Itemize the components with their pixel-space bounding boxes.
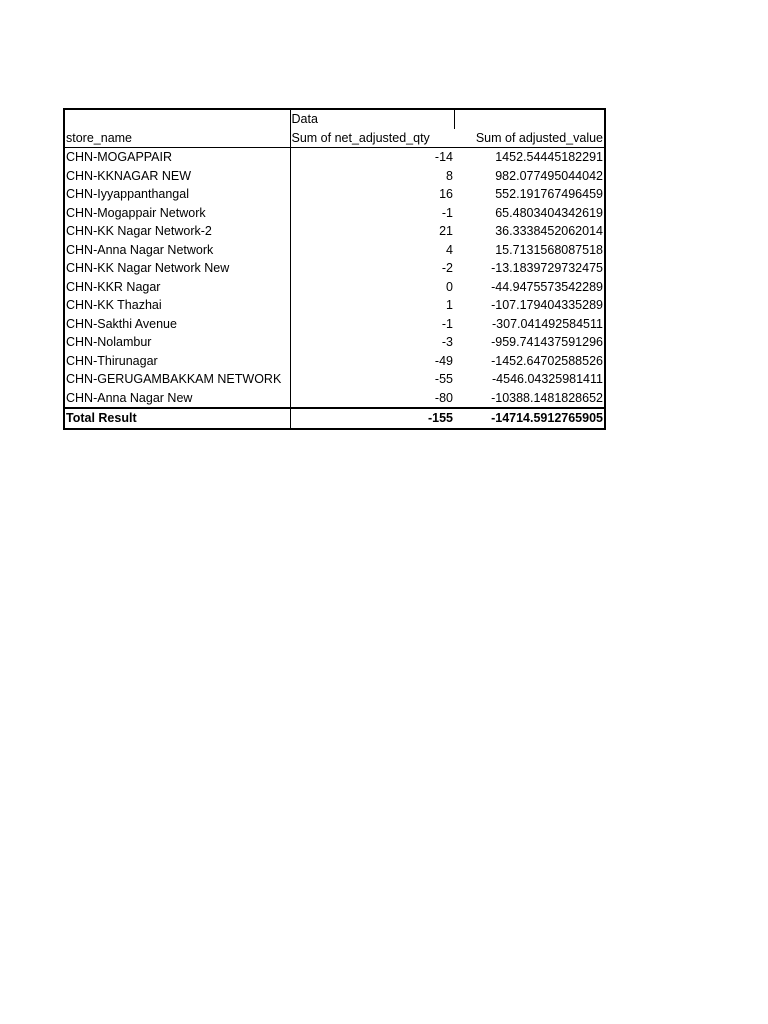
store-name-cell[interactable]: CHN-KKR Nagar xyxy=(66,279,161,294)
store-name-cell[interactable]: CHN-Mogappair Network xyxy=(66,205,206,220)
store-name-cell[interactable]: CHN-GERUGAMBAKKAM NETWORK xyxy=(66,372,282,387)
table-row xyxy=(64,185,605,204)
pivot-body xyxy=(64,148,605,409)
adjusted-value-cell[interactable]: 36.3338452062014 xyxy=(495,224,603,239)
net-adjusted-qty-cell[interactable]: -55 xyxy=(290,370,454,389)
store-name-cell[interactable]: CHN-Sakthi Avenue xyxy=(66,316,177,331)
adjusted-value-cell[interactable]: -307.041492584511 xyxy=(492,316,603,331)
table-row xyxy=(64,370,605,389)
adjusted-value-cell[interactable]: -107.179404335289 xyxy=(491,298,603,313)
adjusted-value-header[interactable]: Sum of adjusted_value xyxy=(454,129,605,148)
table-row xyxy=(64,167,605,186)
net-adjusted-qty-cell[interactable]: 1 xyxy=(290,296,454,315)
adjusted-value-cell[interactable]: 65.4803404342619 xyxy=(495,205,603,220)
data-field-header-empty[interactable] xyxy=(454,109,605,129)
adjusted-value-cell[interactable]: 552.191767496459 xyxy=(495,187,603,202)
store-name-cell[interactable]: CHN-KKNAGAR NEW xyxy=(66,168,192,183)
adjusted-value-cell[interactable]: -44.9475573542289 xyxy=(491,279,603,294)
total-row xyxy=(64,408,605,429)
adjusted-value-cell[interactable]: 982.077495044042 xyxy=(495,168,603,183)
net-adjusted-qty-cell[interactable]: -1 xyxy=(290,315,454,334)
net-adjusted-qty-cell[interactable]: -1 xyxy=(290,204,454,223)
store-name-cell[interactable]: CHN-Anna Nagar Network xyxy=(66,242,214,257)
store-name-cell[interactable]: CHN-KK Nagar Network-2 xyxy=(66,224,212,239)
adjusted-value-cell[interactable]: -1452.64702588526 xyxy=(491,353,603,368)
net-adjusted-qty-cell[interactable]: -3 xyxy=(290,333,454,352)
total-qty[interactable]: -155 xyxy=(290,408,454,429)
adjusted-value-cell[interactable]: -4546.04325981411 xyxy=(492,372,603,387)
pivot-table xyxy=(63,108,606,430)
store-name-cell[interactable]: CHN-Thirunagar xyxy=(66,353,158,368)
net-adjusted-qty-cell[interactable]: 8 xyxy=(290,167,454,186)
net-adjusted-qty-cell[interactable]: 0 xyxy=(290,278,454,297)
table-row xyxy=(64,222,605,241)
store-name-cell[interactable]: CHN-Nolambur xyxy=(66,335,152,350)
net-adjusted-qty-cell[interactable]: 21 xyxy=(290,222,454,241)
pivot-column-header-row xyxy=(64,129,605,148)
total-label[interactable]: Total Result xyxy=(64,408,290,429)
adjusted-value-cell[interactable]: 15.7131568087518 xyxy=(495,242,603,257)
table-row xyxy=(64,352,605,371)
table-row xyxy=(64,204,605,223)
adjusted-value-cell[interactable]: -10388.1481828652 xyxy=(491,390,603,405)
table-row xyxy=(64,315,605,334)
net-adjusted-qty-cell[interactable]: -14 xyxy=(290,148,454,167)
table-row xyxy=(64,278,605,297)
adjusted-value-cell[interactable]: -13.1839729732475 xyxy=(491,261,603,276)
data-field-header[interactable]: Data xyxy=(290,109,454,129)
store-name-cell[interactable]: CHN-KK Thazhai xyxy=(66,298,162,313)
store-name-header[interactable]: store_name xyxy=(64,129,290,148)
store-name-cell[interactable]: CHN-MOGAPPAIR xyxy=(66,150,173,165)
store-name-cell[interactable]: CHN-Anna Nagar New xyxy=(66,390,193,405)
table-row xyxy=(64,259,605,278)
net-adjusted-qty-cell[interactable]: 16 xyxy=(290,185,454,204)
net-adjusted-qty-header[interactable]: Sum of net_adjusted_qty xyxy=(290,129,454,148)
pivot-data-header-row xyxy=(64,109,605,129)
pivot-corner-cell[interactable] xyxy=(64,109,290,129)
store-name-cell[interactable]: CHN-Iyyappanthangal xyxy=(66,187,189,202)
net-adjusted-qty-cell[interactable]: -80 xyxy=(290,389,454,409)
store-name-cell[interactable]: CHN-KK Nagar Network New xyxy=(66,261,230,276)
adjusted-value-cell[interactable]: 1452.54445182291 xyxy=(495,150,603,165)
adjusted-value-cell[interactable]: -959.741437591296 xyxy=(491,335,603,350)
net-adjusted-qty-cell[interactable]: 4 xyxy=(290,241,454,260)
net-adjusted-qty-cell[interactable]: -2 xyxy=(290,259,454,278)
table-row xyxy=(64,148,605,167)
total-value[interactable]: -14714.5912765905 xyxy=(454,408,605,429)
table-row xyxy=(64,241,605,260)
net-adjusted-qty-cell[interactable]: -49 xyxy=(290,352,454,371)
table-row xyxy=(64,296,605,315)
table-row xyxy=(64,333,605,352)
table-row xyxy=(64,389,605,409)
